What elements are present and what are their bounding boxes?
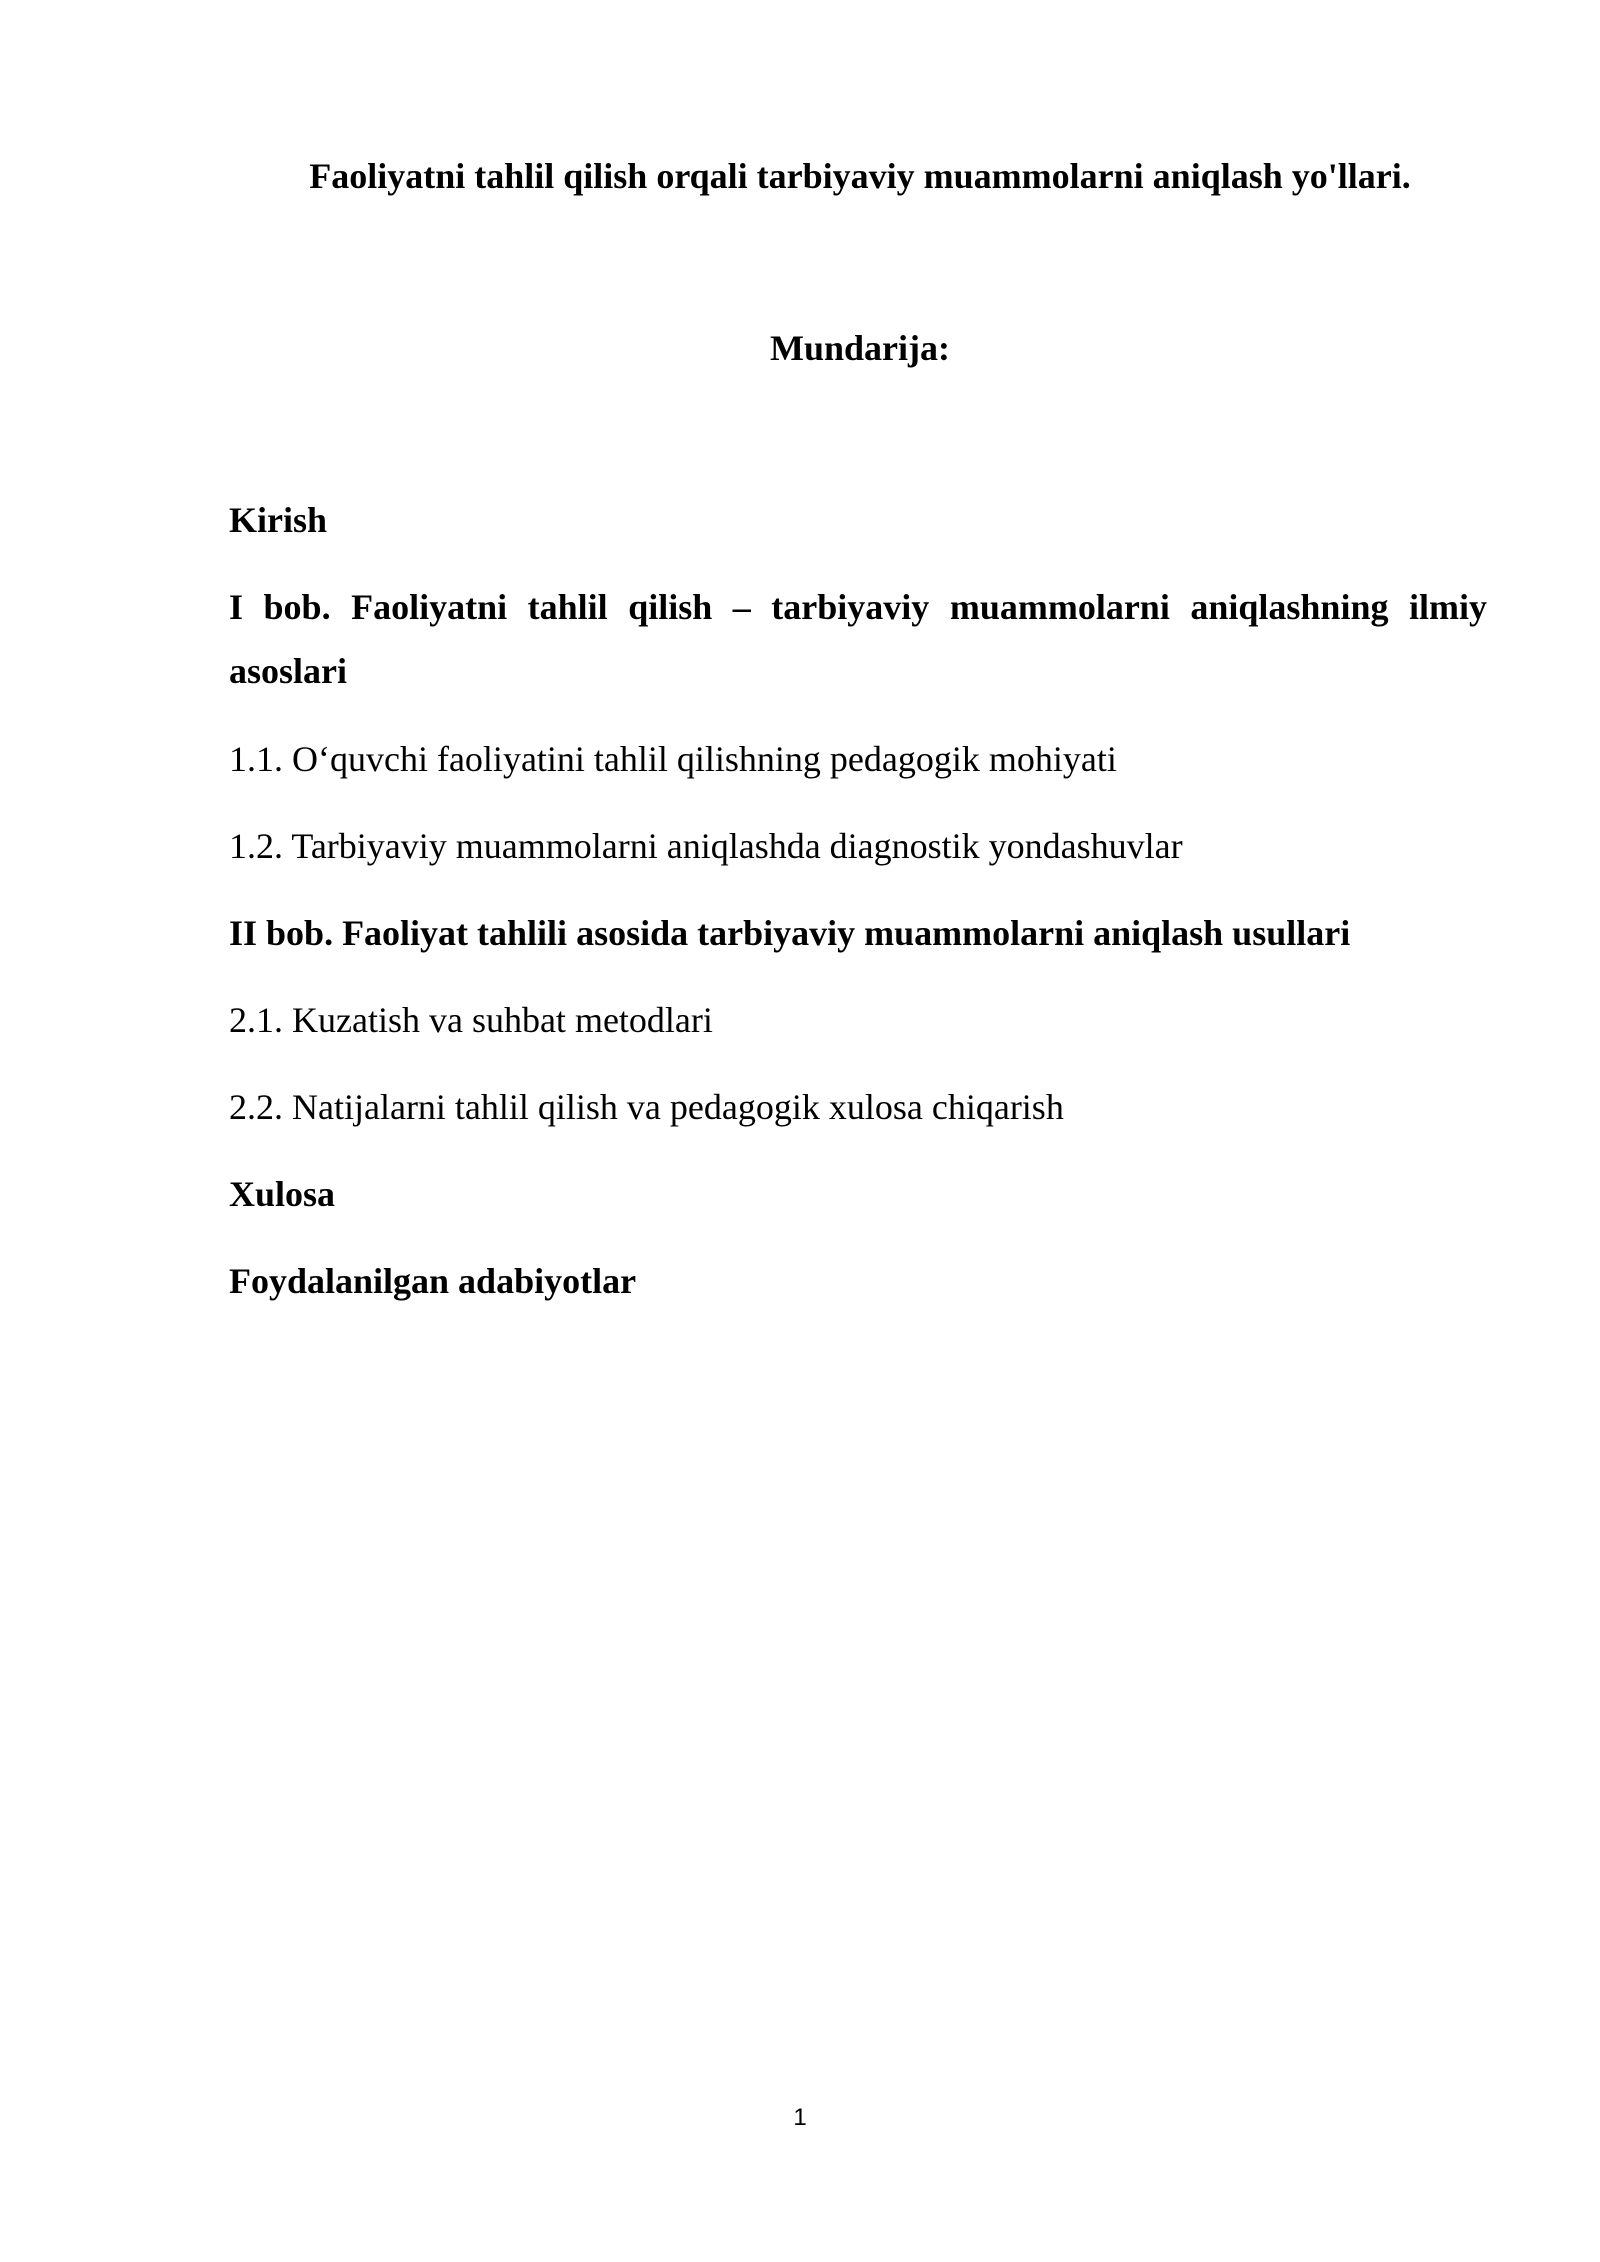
document-title: Faoliyatni tahlil qilish orqali tarbiyaviy muammolarni aniqlash yo'llari. xyxy=(309,156,1411,196)
toc-entry-section-1-2: 1.2. Tarbiyaviy muammolarni aniqlashda diagnostik yondashuvlar xyxy=(229,826,1183,866)
page-number: 1 xyxy=(793,2104,807,2131)
toc-heading: Mundarija: xyxy=(770,328,950,368)
toc-entry-adabiyotlar: Foydalanilgan adabiyotlar xyxy=(229,1261,637,1301)
toc-entry-section-2-1: 2.1. Kuzatish va suhbat metodlari xyxy=(229,1000,713,1040)
toc-entry-xulosa: Xulosa xyxy=(229,1174,336,1214)
toc-entry-section-1-1: 1.1. O‘quvchi faoliyatini tahlil qilishning pedagogik mohiyati xyxy=(229,739,1117,779)
toc-entry-chapter-2: II bob. Faoliyat tahlili asosida tarbiyaviy muammolarni aniqlash usullari xyxy=(229,913,1351,953)
toc-entry-kirish: Kirish xyxy=(229,500,328,540)
toc-entry-section-2-2: 2.2. Natijalarni tahlil qilish va pedagogik xulosa chiqarish xyxy=(229,1087,1064,1127)
toc-entry-chapter-1: I bob. Faoliyatni tahlil qilish – tarbiyaviy muammolarni aniqlashning ilmiy asoslari xyxy=(229,587,1487,691)
